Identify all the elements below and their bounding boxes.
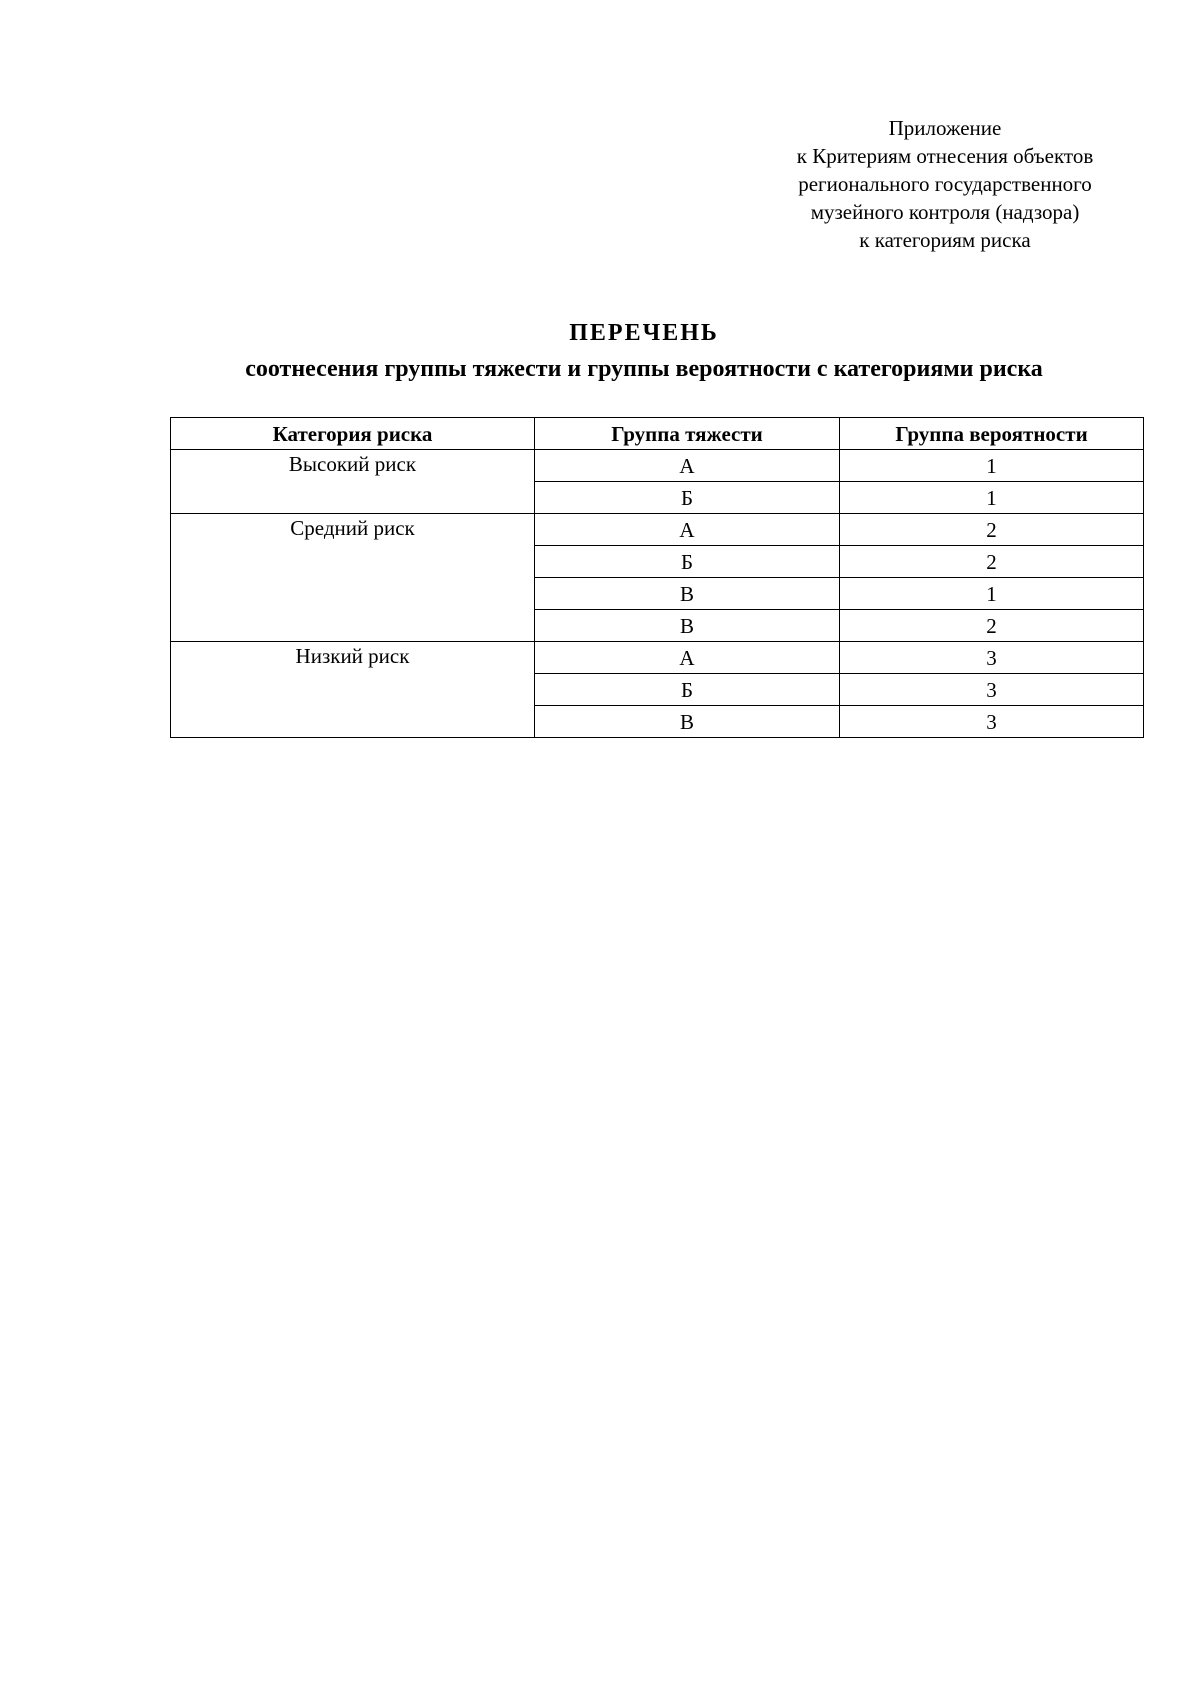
severity-cell: Б	[535, 546, 840, 578]
table-row	[171, 450, 1144, 482]
severity-cell: Б	[535, 674, 840, 706]
table-row	[171, 514, 1144, 546]
document-title: ПЕРЕЧЕНЬ	[569, 320, 719, 346]
severity-cell: В	[535, 706, 840, 738]
appendix-note	[740, 114, 1150, 254]
severity-cell: Б	[535, 482, 840, 514]
probability-cell: 3	[840, 706, 1144, 738]
risk-category-medium: Средний риск	[171, 514, 535, 642]
probability-cell: 2	[840, 610, 1144, 642]
probability-cell: 1	[840, 578, 1144, 610]
probability-cell: 2	[840, 546, 1144, 578]
table-header-row	[171, 418, 1144, 450]
appendix-line: к Критериям отнесения объектов	[796, 144, 1094, 168]
severity-cell: А	[535, 514, 840, 546]
risk-category-high: Высокий риск	[171, 450, 535, 514]
severity-cell: А	[535, 450, 840, 482]
probability-cell: 2	[840, 514, 1144, 546]
severity-cell: В	[535, 610, 840, 642]
probability-cell: 1	[840, 450, 1144, 482]
appendix-line: регионального государственного	[798, 172, 1092, 196]
severity-cell: В	[535, 578, 840, 610]
risk-category-low: Низкий риск	[171, 642, 535, 738]
probability-cell: 3	[840, 642, 1144, 674]
appendix-line: Приложение	[888, 116, 1002, 140]
appendix-line: к категориям риска	[859, 228, 1031, 252]
probability-cell: 3	[840, 674, 1144, 706]
appendix-line: музейного контроля (надзора)	[810, 200, 1080, 224]
header-risk-category: Категория риска	[171, 418, 535, 450]
probability-cell: 1	[840, 482, 1144, 514]
header-probability-group: Группа вероятности	[840, 418, 1144, 450]
header-severity-group: Группа тяжести	[535, 418, 840, 450]
document-subtitle: соотнесения группы тяжести и группы вероятности с категориями риска	[245, 356, 1043, 382]
risk-category-table	[170, 417, 1144, 738]
severity-cell: А	[535, 642, 840, 674]
table-row	[171, 642, 1144, 674]
